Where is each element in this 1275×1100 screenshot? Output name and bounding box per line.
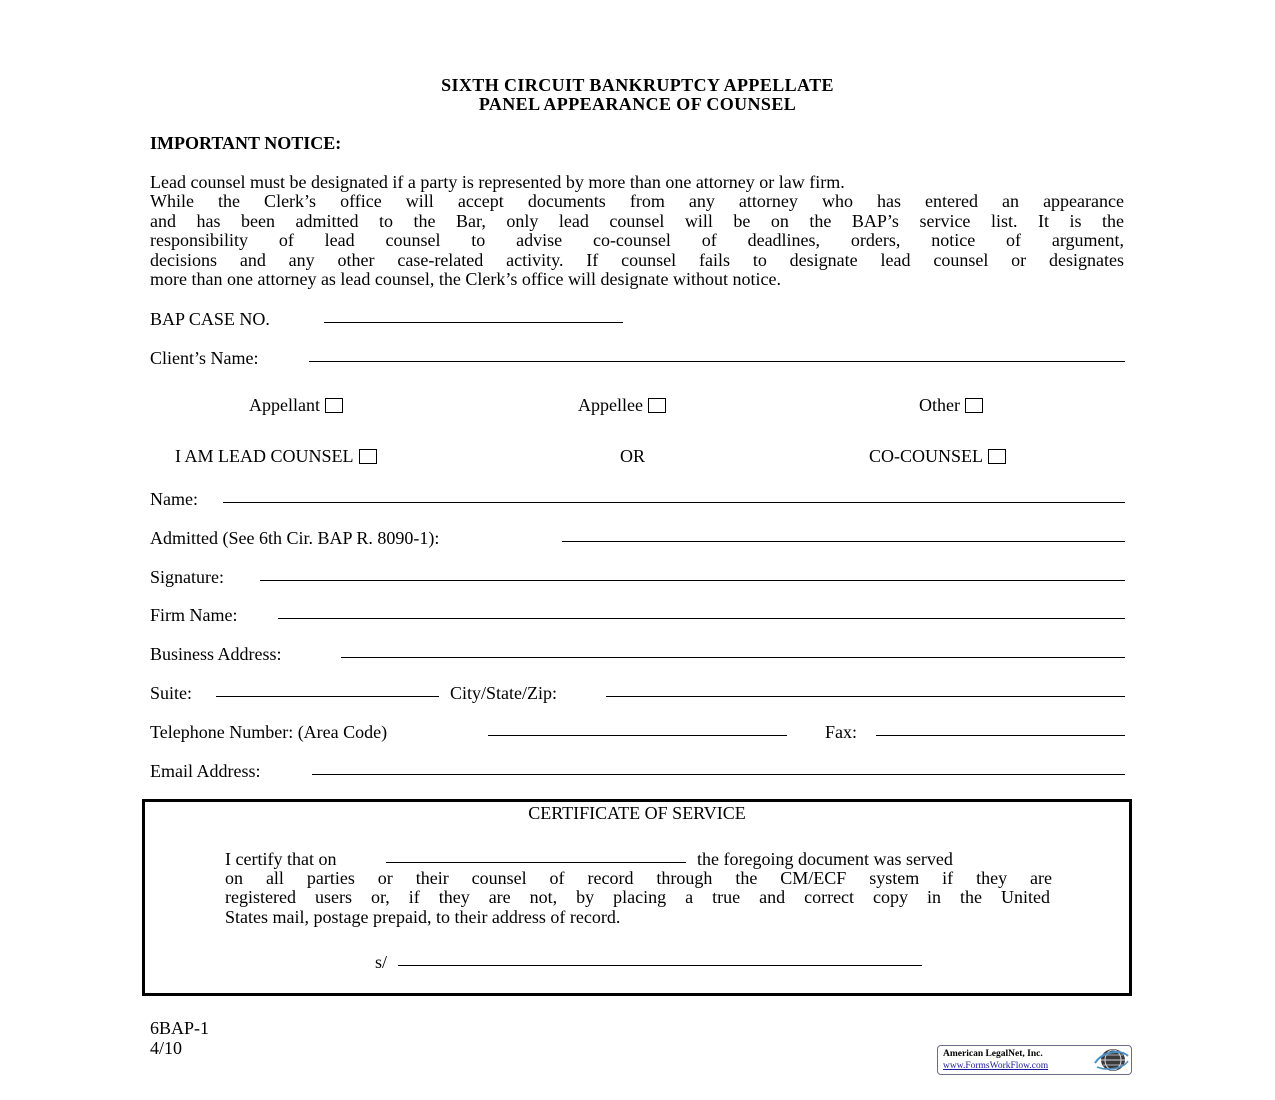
lead-counsel-label: I AM LEAD COUNSEL bbox=[175, 446, 354, 466]
admitted-label: Admitted (See 6th Cir. BAP R. 8090-1): bbox=[150, 528, 440, 548]
appellee-label: Appellee bbox=[578, 395, 643, 415]
globe-icon bbox=[1093, 1047, 1129, 1073]
telephone-label: Telephone Number: (Area Code) bbox=[150, 722, 388, 742]
vendor-name: American LegalNet, Inc. bbox=[943, 1049, 1043, 1059]
other-label: Other bbox=[919, 395, 960, 415]
suite-label: Suite: bbox=[150, 683, 193, 703]
notice-line: and has been admitted to the Bar, only lead counsel will be on the BAP’s service list. It is the bbox=[150, 210, 1124, 231]
case-no-label: BAP CASE NO. bbox=[150, 309, 270, 329]
fax-field[interactable] bbox=[876, 735, 1125, 736]
appellee-option bbox=[578, 395, 666, 416]
appellant-checkbox[interactable] bbox=[325, 398, 343, 413]
form-title-line-1: SIXTH CIRCUIT BANKRUPTCY APPELLATE bbox=[441, 75, 834, 95]
form-id: 6BAP-1 bbox=[150, 1018, 210, 1038]
co-counsel-checkbox[interactable] bbox=[988, 449, 1006, 464]
notice-heading: IMPORTANT NOTICE: bbox=[150, 133, 342, 153]
client-name-field[interactable] bbox=[309, 361, 1125, 362]
notice-line: responsibility of lead counsel to advise co-counsel of deadlines, orders, notice of argument, bbox=[150, 230, 1124, 251]
fax-label: Fax: bbox=[825, 722, 858, 742]
form-date: 4/10 bbox=[150, 1038, 183, 1058]
form-title-line-2: PANEL APPEARANCE OF COUNSEL bbox=[478, 94, 797, 114]
city-state-zip-label: City/State/Zip: bbox=[450, 683, 557, 703]
firm-name-label: Firm Name: bbox=[150, 605, 238, 625]
business-address-field[interactable] bbox=[341, 657, 1125, 658]
notice-line: While the Clerk’s office will accept documents from any attorney who has entered an appearance bbox=[150, 191, 1124, 212]
client-name-label: Client’s Name: bbox=[150, 348, 259, 368]
name-field[interactable] bbox=[223, 502, 1125, 503]
co-counsel-label: CO-COUNSEL bbox=[869, 446, 984, 466]
telephone-field[interactable] bbox=[488, 735, 787, 736]
co-counsel-option bbox=[869, 446, 1006, 467]
suite-field[interactable] bbox=[216, 696, 439, 697]
certify-suffix: the foregoing document was served bbox=[697, 849, 953, 869]
email-label: Email Address: bbox=[150, 761, 261, 781]
business-address-label: Business Address: bbox=[150, 644, 282, 664]
lead-counsel-option bbox=[175, 446, 377, 467]
appellee-checkbox[interactable] bbox=[648, 398, 666, 413]
name-label: Name: bbox=[150, 489, 198, 509]
signature-label: Signature: bbox=[150, 567, 224, 587]
appellant-option bbox=[249, 395, 343, 416]
case-no-field[interactable] bbox=[324, 322, 623, 323]
notice-paragraph bbox=[150, 173, 1124, 289]
service-date-field[interactable] bbox=[386, 862, 686, 863]
notice-line: Lead counsel must be designated if a party is represented by more than one attorney or law firm. bbox=[150, 172, 845, 192]
city-state-zip-field[interactable] bbox=[606, 696, 1125, 697]
lead-counsel-checkbox[interactable] bbox=[359, 449, 377, 464]
other-option bbox=[919, 395, 983, 416]
certificate-line: on all parties or their counsel of record through the CM/ECF system if they are bbox=[225, 868, 1052, 888]
appellant-label: Appellant bbox=[249, 395, 320, 415]
certify-prefix: I certify that on bbox=[225, 849, 337, 869]
signature-prefix: s/ bbox=[375, 952, 388, 972]
certificate-signature-field[interactable] bbox=[398, 965, 922, 966]
notice-line: more than one attorney as lead counsel, the Clerk’s office will designate without notice. bbox=[150, 269, 781, 290]
signature-field[interactable] bbox=[260, 580, 1125, 581]
firm-name-field[interactable] bbox=[278, 618, 1125, 619]
certificate-paragraph bbox=[225, 869, 1052, 927]
certificate-line: registered users or, if they are not, by placing a true and correct copy in the United bbox=[225, 887, 1050, 908]
certificate-title: CERTIFICATE OF SERVICE bbox=[528, 803, 746, 823]
notice-line: decisions and any other case-related activity. If counsel fails to designate lead counsel or designates bbox=[150, 249, 1124, 270]
certificate-line: States mail, postage prepaid, to their address of record. bbox=[225, 906, 621, 927]
vendor-link[interactable]: www.FormsWorkFlow.com bbox=[943, 1061, 1049, 1071]
email-field[interactable] bbox=[312, 774, 1125, 775]
or-separator: OR bbox=[620, 446, 646, 466]
admitted-field[interactable] bbox=[562, 541, 1125, 542]
other-checkbox[interactable] bbox=[965, 398, 983, 413]
